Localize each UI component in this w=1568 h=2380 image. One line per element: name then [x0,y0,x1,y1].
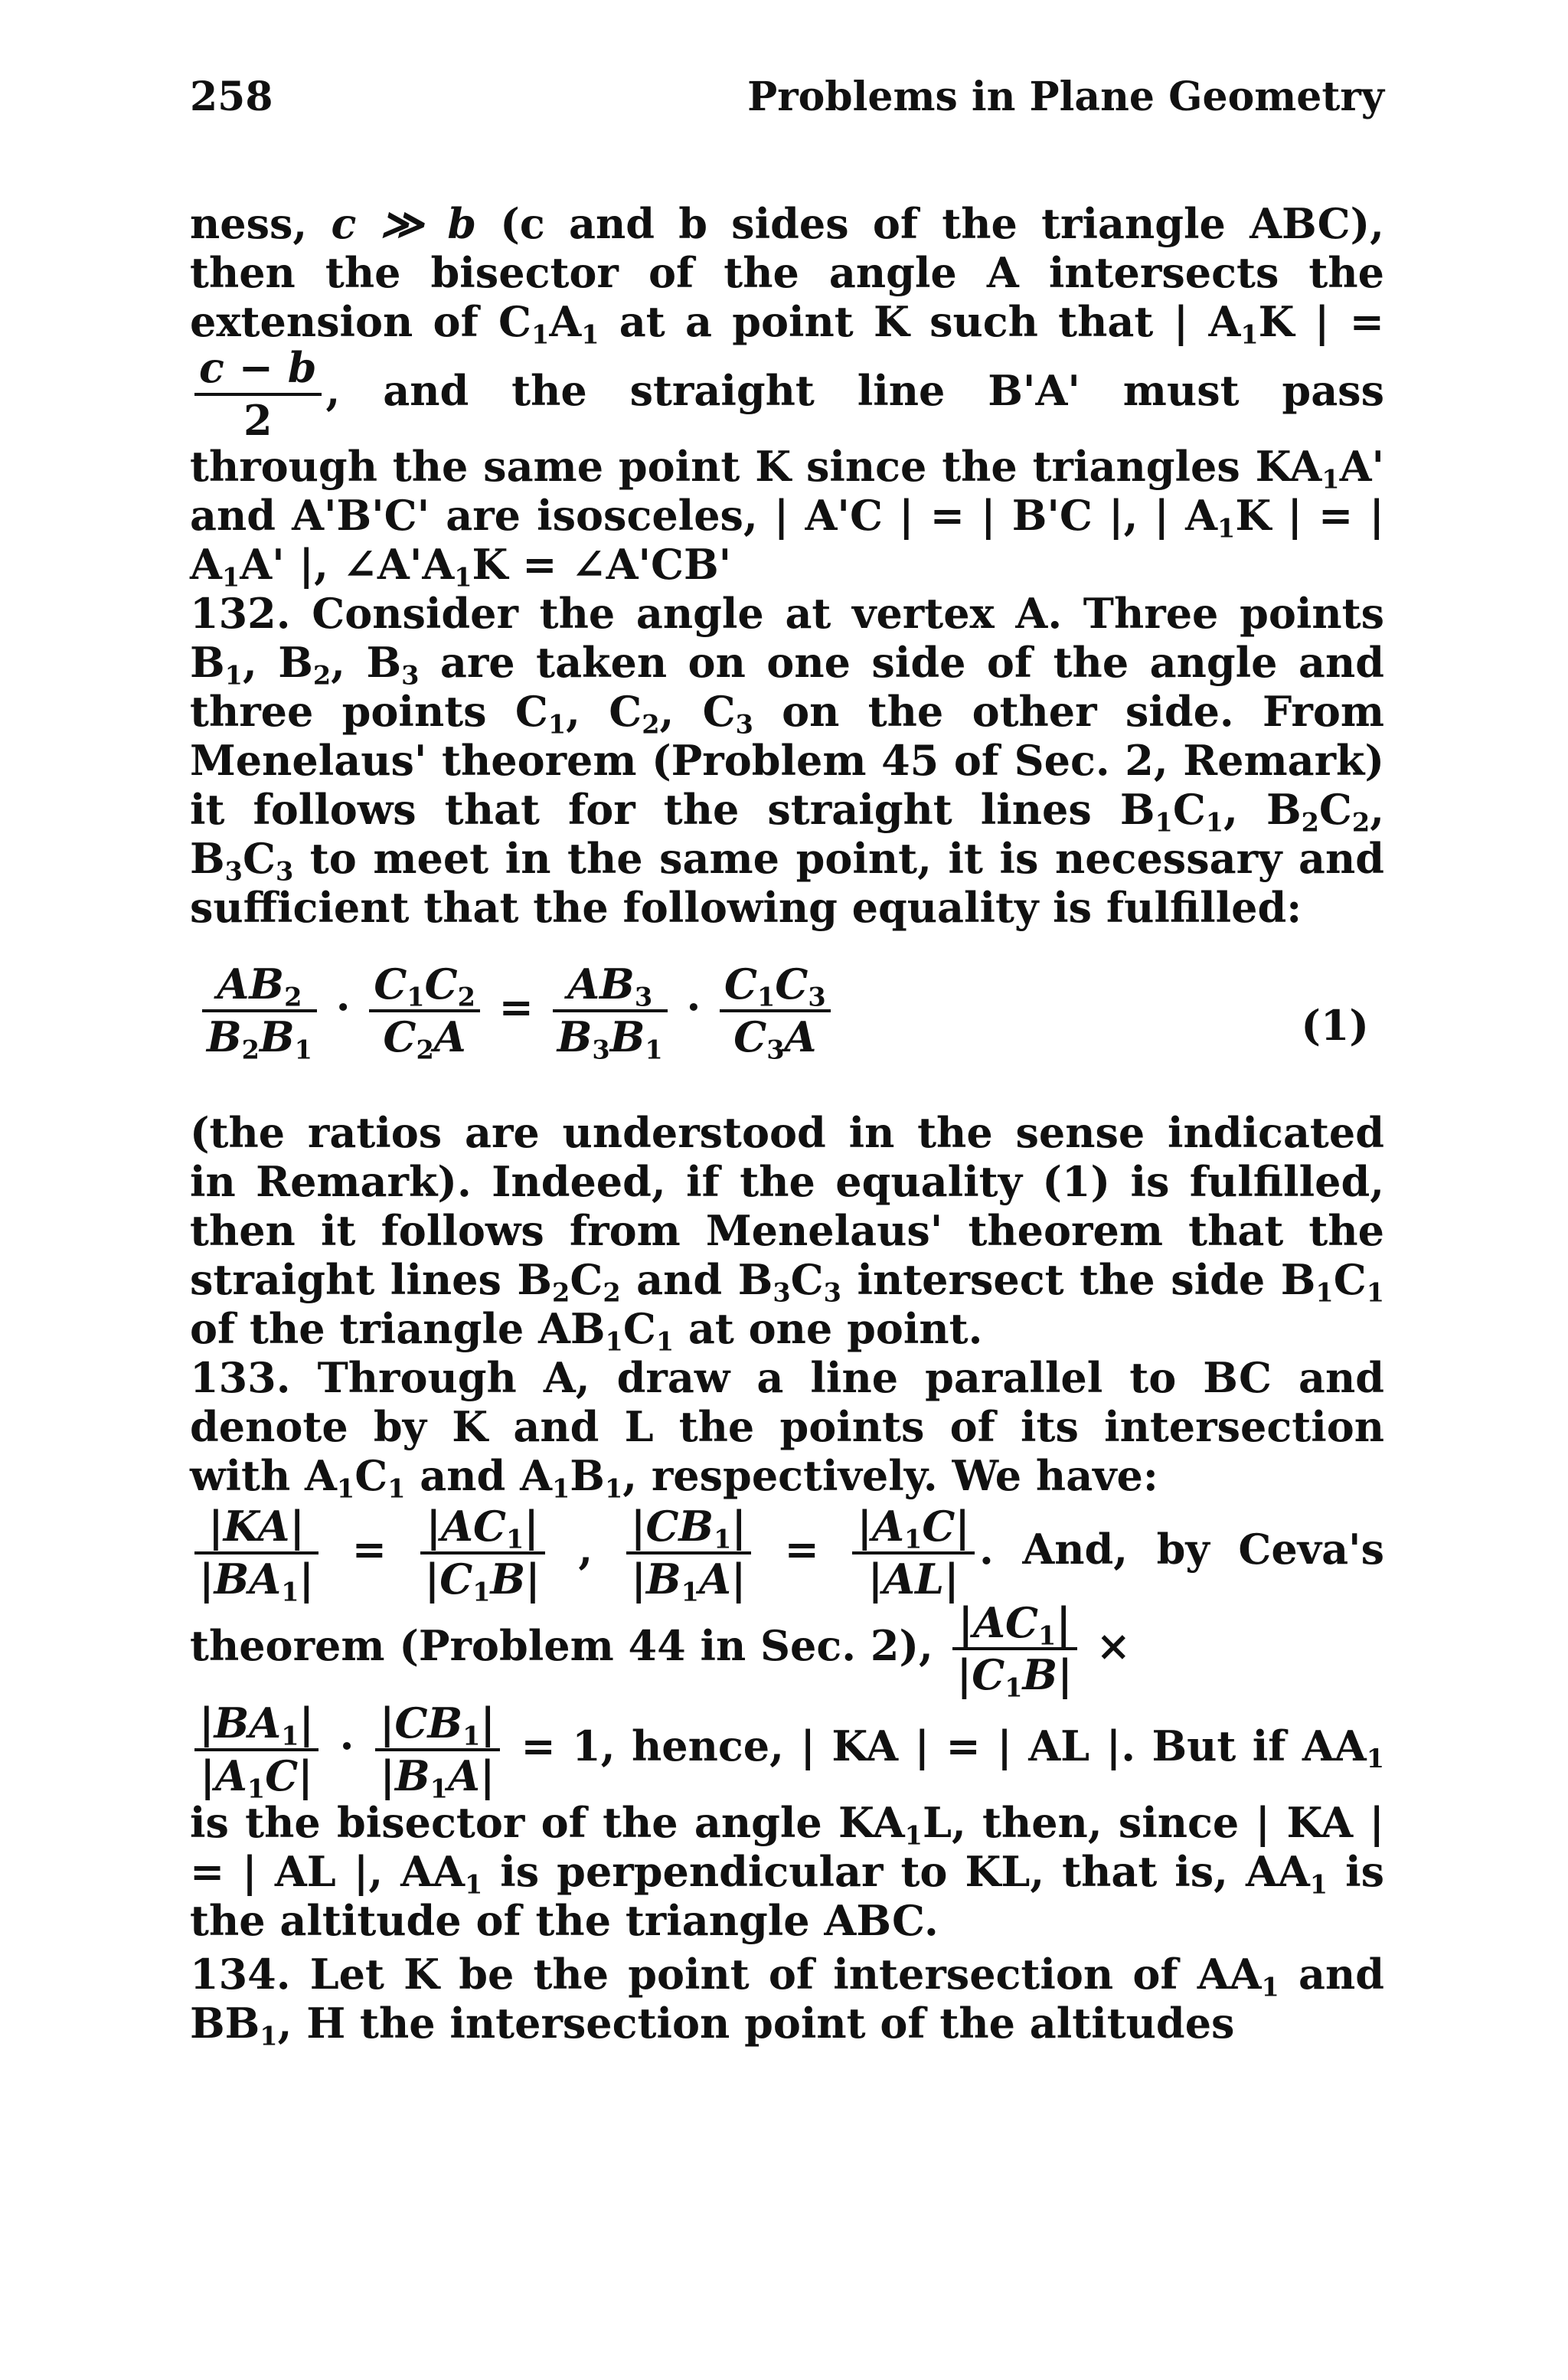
paragraph-132: 132. Consider the angle at vertex A. Three points $B_1$, $B_2$, $B_3$ are taken on one side of the angle and three points $C_1$, $C_2$, $C_3$ on the other side. From Menelaus' theorem (Problem 45 of Sec. 2, Remark) it follows that for the straight lines $B_1C_1$, $B_2C_2$, $B_3C_3$ to meet in the same point, it is necessary and sufficient that the following equality is fulfilled: [190,589,1385,933]
page-body [190,199,1385,2051]
paragraph-134: 134. Let K be the point of intersection of $AA_1$ and $BB_1$, H the intersection point of the altitudes [190,1949,1384,2051]
equation-number: (1) [1301,1001,1369,1051]
paragraph-133: 133. Through A, draw a line parallel to BC and denote by K and L the points of its intersection with $A_1C_1$ and $A_1B_1$, respectively. We have: $\frac{|KA|}{|BA_1|}$ = $\frac{|AC_1|}{|C_1B|}$ , $\frac{|CB_1|}{|B_1A|}$ = $\frac{|A_1C|}{|AL|}$ . And, by Ceva's theorem (Problem 44 in Sec. 2), $\frac{|AC_1|}{|C_1B|}$ × $\frac{|BA_1|}{|A_1C|}$ · $\frac{|CB_1|}{|B_1A|}$ = 1, hence, | KA | = | AL |. But if $AA_1$ is the bisector of the angle $KA_1L$, then, since | KA | = | AL |, $AA_1$ is perpendicular to KL, that is, $AA_1$ is the altitude of the triangle ABC. [190,1353,1384,1945]
equation-1 [190,960,1384,1085]
equation-1-body: $\frac{AB_2}{B_2B_1}$ · $\frac{C_1C_2}{C_2A}$ = $\frac{AB_3}{B_3B_1}$ · $\frac{C_1C_3}{C_3A}$ [198,963,835,1058]
problem-number: 134. [190,1949,291,1999]
ratio-equations: $\frac{|KA|}{|BA_1|}$ = $\frac{|AC_1|}{|C_1B|}$ , $\frac{|CB_1|}{|B_1A|}$ = $\frac{|A_1C|}{|AL|}$ . And, by Ceva's theorem (Problem 44 in Sec. 2), $\frac{|AC_1|}{|C_1B|}$ × [190,1502,1384,1703]
paragraph-131-continuation: ness, c ≫ b (c and b sides of the triangle ABC), then the bisector of the angle A intersects the extension of $C_1A_1$ at a point K such that | $A_1K$ | = $\frac{c - b}{2}$ , and the straight line B'A' must pass through the same point K since the triangles $KA_1A'$ and A'B'C' are isosceles, | A'C | = | B'C |, | $A_1K$ | = | $A_1A'$ |, $\angle A'A_1K$ = ∠A'CB' [190,199,1384,593]
page-header [190,74,1384,135]
running-title: Problems in Plane Geometry [747,74,1384,120]
ceva-product: $\frac{|BA_1|}{|A_1C|}$ · $\frac{|CB_1|}{|B_1A|}$ = 1, hence, | KA | = | AL |. But if $AA_1$ is the bisector of the angle $KA_1L$, then, since | KA | = | AL |, $AA_1$ is perpendicular to KL, that is, $AA_1$ is the altitude of the triangle ABC. [190,1698,1384,1945]
paragraph-132-after-equation: (the ratios are understood in the sense indicated in Remark). Indeed, if the equality (1) is fulfilled, then it follows from Menelaus' theorem that the straight lines $B_2C_2$ and $B_3C_3$ intersect the side $B_1C_1$ of the triangle $AB_1C_1$ at one point. [190,1108,1384,1357]
problem-number: 133. [190,1353,291,1403]
problem-number: 132. [190,589,291,639]
fraction-c-minus-b-over-2: $\frac{c - b}{2}$ [194,346,322,442]
page-number: 258 [190,74,273,120]
